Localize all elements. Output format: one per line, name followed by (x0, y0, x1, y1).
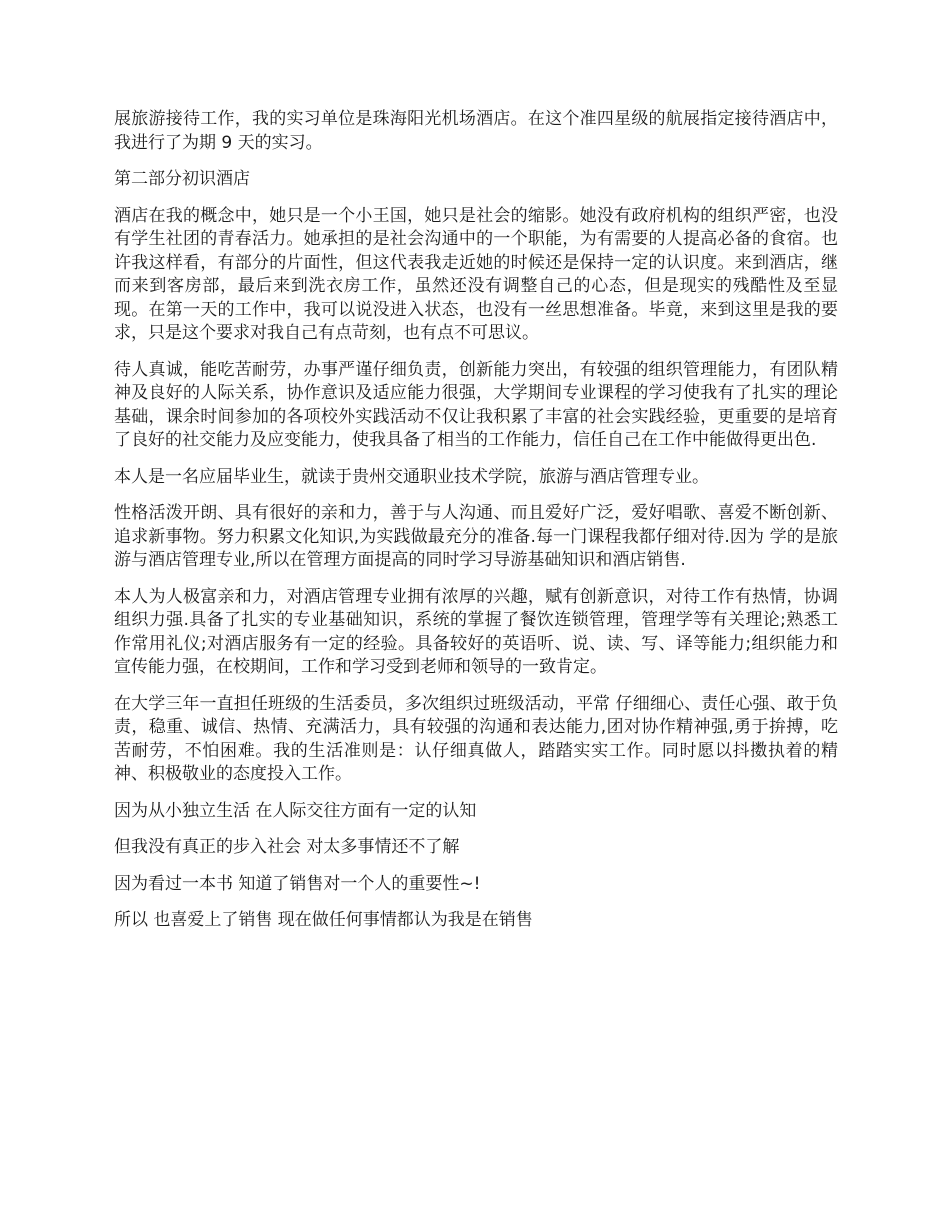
paragraph-society: 但我没有真正的步入社会 对太多事情还不了解 (114, 837, 460, 857)
paragraph-campus-experience: 在大学三年一直担任班级的生活委员，多次组织过班级活动，平常 仔细细心、责任心强、敢于负责，稳重、诚信、热情、充满活力，具有较强的沟通和表达能力,团对协作精神强,勇于拚搏，吃苦耐劳，不怕困难。我的生活准则是：认仔细真做人，踏踏实实工作。同时愿以抖擞执着的精神、积极敬业的态度投入工作。 (114, 693, 838, 784)
paragraph-independence: 因为从小独立生活 在人际交往方面有一定的认知 (114, 800, 477, 821)
section-heading: 第二部分初识酒店 (114, 169, 250, 189)
document-body (114, 108, 838, 946)
paragraph-abilities: 本人为人极富亲和力，对酒店管理专业拥有浓厚的兴趣，赋有创新意识，对待工作有热情，协调组织力强.具备了扎实的专业基础知识，系统的掌握了餐饮连锁管理，管理学等有关理论;熟悉工作常用礼仪;对酒店服务有一定的经验。具备较好的英语听、说、读、写、译等能力;组织能力和宣传能力强，在校期间，工作和学习受到老师和领导的一致肯定。 (114, 586, 838, 677)
paragraph-sales: 所以 也喜爱上了销售 现在做任何事情都认为我是在销售 (114, 910, 533, 930)
paragraph-internship-intro: 展旅游接待工作，我的实习单位是珠海阳光机场酒店。在这个准四星级的航展指定接待酒店中，我进行了为期 9 天的实习。 (114, 109, 838, 153)
paragraph-book: 因为看过一本书 知道了销售对一个人的重要性~! (114, 873, 481, 894)
paragraph-personality: 性格活泼开朗、具有很好的亲和力，善于与人沟通、而且爱好广泛，爱好唱歌、喜爱不断创新、追求新事物。努力积累文化知识,为实践做最充分的准备.每一门课程我都仔细对待.因为 学的是旅游与酒店管理专业,所以在管理方面提高的同时学习导游基础知识和酒店销售. (114, 503, 838, 570)
paragraph-personal-qualities: 待人真诚，能吃苦耐劳，办事严谨仔细负责，创新能力突出，有较强的组织管理能力，有团队精神及良好的人际关系，协作意识及适应能力很强，大学期间专业课程的学习使我有了扎实的理论基础，课余时间参加的各项校外实践活动不仅让我积累了丰富的社会实践经验，更重要的是培育了良好的社交能力及应变能力，使我具备了相当的工作能力，信任自己在工作中能做得更出色. (114, 359, 838, 450)
paragraph-self-introduction: 本人是一名应届毕业生，就读于贵州交通职业技术学院，旅游与酒店管理专业。 (114, 466, 709, 487)
paragraph-hotel-impression: 酒店在我的概念中，她只是一个小王国，她只是社会的缩影。她没有政府机构的组织严密，也没有学生社团的青春活力。她承担的是社会沟通中的一个职能，为有需要的人提高必备的食宿。也许我这样看，有部分的片面性，但这代表我走近她的时候还是保持一定的认识度。来到酒店，继而来到客房部，最后来到洗衣房工作，虽然还没有调整自己的心态，但是现实的残酷性及至显现。在第一天的工作中，我可以说没进入状态，也没有一丝思想准备。毕竟，来到这里是我的要求，只是这个要求对我自己有点苛刻，也有点不可思议。 (114, 205, 838, 343)
